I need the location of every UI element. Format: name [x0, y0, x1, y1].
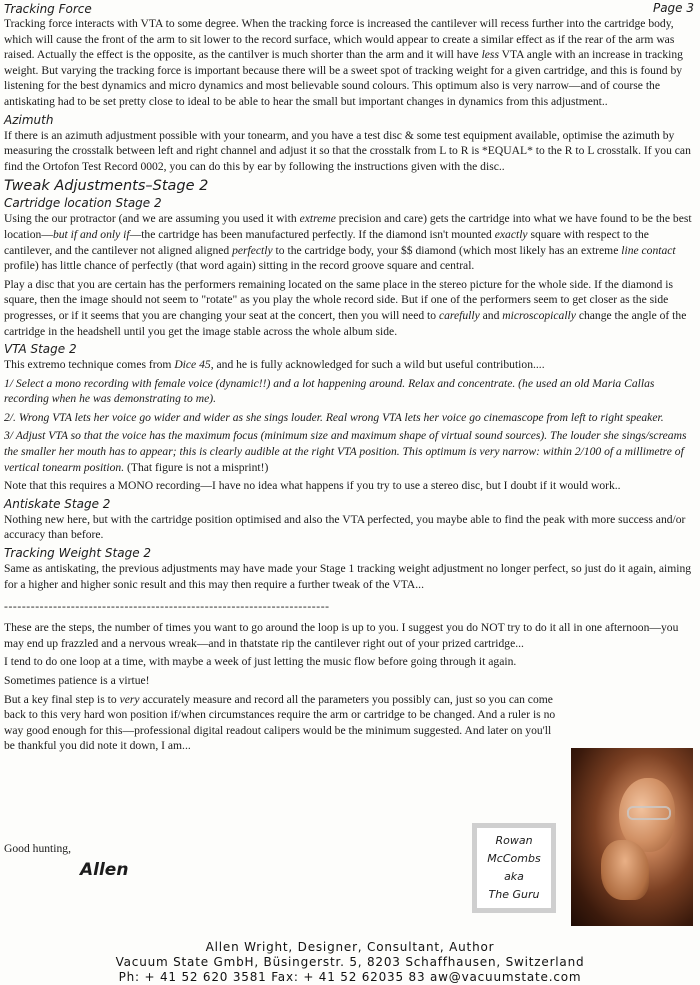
- text-run: (That figure is not a misprint!): [124, 460, 269, 474]
- divider-line: -------------------------------------------------------------------------: [4, 600, 330, 614]
- document-page: [4, 0, 694, 757]
- emphasis: perfectly: [232, 243, 273, 257]
- text-run: change the angle of the cartridge in the headshell until you get the image stable across the whole album side.: [4, 308, 687, 338]
- text-run: , and he is fully acknowledged for such a wild but useful contribution....: [210, 358, 545, 372]
- text-run: and: [479, 308, 503, 322]
- caption-line: The Guru: [488, 888, 540, 901]
- text-run: profile) has little chance of perfectly (that word again) sitting in the record groove square and central.: [4, 259, 475, 273]
- azimuth-paragraph: If there is an azimuth adjustment possible with your tonearm, and you have a test disc & some test equipment available, optimise the azimuth by measuring the crosstalk between left and right channel and adjust it so that the crosstalk from L to R is *EQUAL* to the R to L crosstalk. If you can find the Ortofon Test Record 0002, you can do this by ear by following the instructions given with the disc..: [4, 128, 691, 173]
- text-run: Play a disc that you are certain has the performers remaining located on the same place in the stereo picture for the whole side. If the diamond is square, then the image should not seem to "rotate" as you play the whole record side. But if one of the performers seem to get closer as the side progresses, or if it seems that you are changing your seat at the concert, then you will need to: [4, 277, 673, 322]
- text-run: —the cartridge has been manufactured perfectly. If the diamond isn't mounted: [129, 227, 495, 241]
- text-run: Tracking force interacts with VTA to some degree. When the tracking force is increased the cantilever will recess further into the cartridge body, which will cause the front of the arm to sit lower to the record surface, which would appear to create a similar effect as if the rear of the arm was raised. Actually the effect is the opposite, as the cantilver is much shorter than the arm and it will have: [4, 17, 675, 62]
- tracking-weight-paragraph: Same as antiskating, the previous adjustments may have made your Stage 1 tracking weight adjustment no longer perfect, so just do it again, aiming for a higher and higher sonic result and this may then require a further tweak of the VTA...: [4, 562, 692, 591]
- caption-line: McCombs: [487, 852, 541, 865]
- page-number: Page 3: [652, 1, 694, 15]
- footer-address-line: Vacuum State GmbH, Büsingerstr. 5, 8203 Schaffhausen, Switzerland: [115, 955, 585, 969]
- text-run: to the cartridge body, your $$ diamond (which most likely has an extreme: [272, 243, 622, 257]
- text-run: But a key final step is to: [4, 692, 120, 706]
- section-title-tracking-weight: Tracking Weight Stage 2: [4, 546, 152, 561]
- photo-hand: [601, 840, 649, 900]
- closing-paragraph-1: These are the steps, the number of times you want to go around the loop is up to you. I suggest you do NOT try to do it all in one afternoon—you may end up frazzled and a nervous wreak—and in thatstate rip the cantilever right out of your prized cartridge...: [4, 621, 679, 650]
- signature: Allen: [80, 860, 129, 880]
- section-title-stage-2: Tweak Adjustments–Stage 2: [4, 178, 209, 195]
- emphasis: Dice 45: [174, 358, 211, 372]
- greeting: Good hunting,: [4, 842, 71, 855]
- text-run: Using the our protractor (and we are assuming you used it with: [4, 212, 300, 226]
- vta-step-2: [4, 410, 694, 426]
- photo-caption: [472, 823, 556, 913]
- emphasis: carefully: [438, 308, 480, 322]
- emphasis: extreme: [299, 212, 336, 226]
- section-title-vta: VTA Stage 2: [4, 342, 77, 357]
- text-run: accurately measure and record all the parameters you possibly can, just so you can come back to this very hard won position if/when circumstances require the arm or cartridge to be changed. And a ruler is no way good enough for this—professional digital readout calipers would be the minimum suggested. And later on you'll be thankful you did note it down, I am...: [4, 692, 556, 753]
- emphasis: less: [481, 48, 499, 62]
- text-run: square with respect to the cantilever, and the cantilever not aligned aligned: [4, 227, 649, 257]
- header: [4, 0, 694, 16]
- antiskate-paragraph: Nothing new here, but with the cartridge position optimised and also the VTA perfected, you maybe able to find the peak with more success and/or accuracy than before.: [4, 512, 686, 542]
- closing-paragraph-3: Sometimes patience is a virtue!: [4, 674, 150, 687]
- emphasis: 2/. Wrong VTA lets her voice go wider and wider as she sings louder. Real wrong VTA lets her voice go cinemascope from left to right speaker.: [4, 410, 664, 424]
- vta-step-3: [4, 428, 694, 475]
- emphasis: exactly: [494, 227, 528, 241]
- text-run: This extremo technique comes from: [4, 358, 175, 372]
- closing-paragraph-2: I tend to do one loop at a time, with maybe a week of just letting the music flow before going through it again.: [4, 655, 517, 669]
- footer: [0, 940, 700, 985]
- emphasis: line contact: [621, 243, 676, 257]
- cartridge-paragraph-1: [4, 211, 694, 273]
- footer-contact-line: Ph: + 41 52 620 3581 Fax: + 41 52 62035 83 aw@vacuumstate.com: [118, 970, 582, 984]
- emphasis: 3/ Adjust VTA so that the voice has the maximum focus (minimum size and maximum shape of virtual sound sources). The louder she sings/screams the smaller her mouth has to appear; this is clearly audible at the right VTA position. This optimum is very narrow: within 2/100 of a millimetre of vertical tonearm position.: [4, 429, 687, 474]
- emphasis: microscopically: [502, 308, 576, 322]
- emphasis: very: [119, 692, 140, 706]
- text-run: VTA angle with an increase in tracking weight. But varying the tracking force is important because there will be a sweet spot of tracking weight for a given cartridge, and this is found by listening for the best dynamics and micro dynamics and most believable sound colours. This optimum also is very narrow—and of course the antiskating had to be set pretty close to ideal to be able to hear the small but important changes in dynamics from this adjustment..: [4, 48, 683, 108]
- portrait-photo: [571, 748, 693, 926]
- vta-note: Note that this requires a MONO recording—I have no idea what happens if you try to use a stereo disc, but I doubt if it would work..: [4, 479, 621, 493]
- section-title-antiskate: Antiskate Stage 2: [4, 496, 111, 511]
- tracking-force-paragraph: [4, 16, 694, 110]
- caption-line: aka: [504, 870, 524, 883]
- cartridge-paragraph-2: [4, 277, 694, 339]
- section-title-azimuth: Azimuth: [4, 112, 54, 127]
- section-title-cartridge: Cartridge location Stage 2: [4, 196, 162, 211]
- text-run: precision and care) gets the cartridge into what we have found to be the best location—: [4, 212, 692, 241]
- emphasis: 1/ Select a mono recording with female voice (dynamic!!) and a lot happening around. Relax and concentrate. (he used an old Maria Callas recording when he was demonstrating to me).: [4, 376, 655, 406]
- closing-paragraph-4: [4, 692, 559, 754]
- vta-step-1: [4, 376, 694, 407]
- caption-line: Rowan: [495, 834, 533, 847]
- vta-intro: [4, 357, 694, 373]
- emphasis: but if and only if: [52, 227, 130, 241]
- photo-glasses: [627, 806, 671, 820]
- section-title-tracking-force: Tracking Force: [4, 2, 92, 16]
- footer-author-line: Allen Wright, Designer, Consultant, Author: [205, 940, 495, 954]
